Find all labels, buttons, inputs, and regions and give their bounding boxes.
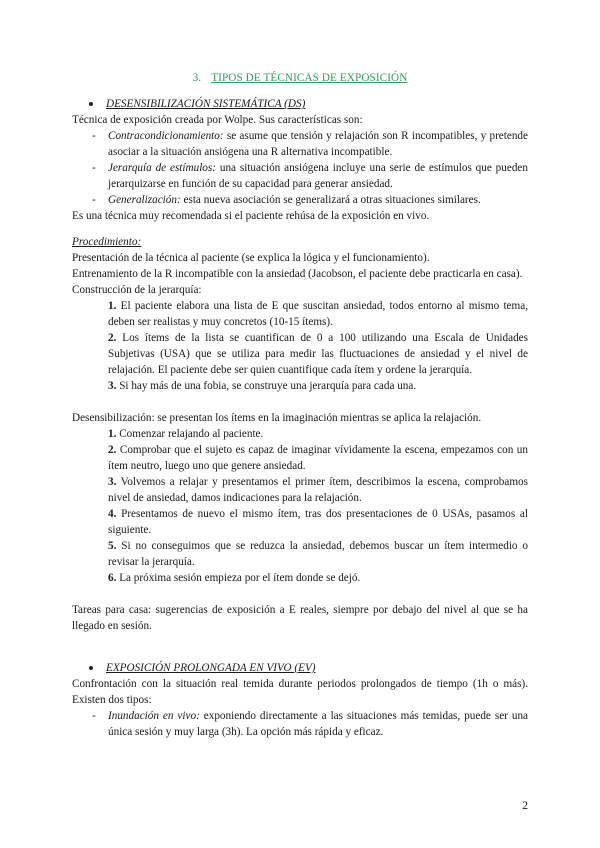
ds-item: - Jerarquía de estímulos: una situación ansiógena incluye una serie de estímulos que pueden jerarquizarse en función de su capacidad para generar ansiedad. bbox=[92, 162, 528, 190]
desens-step: 1. Comenzar relajando al paciente. bbox=[108, 428, 264, 440]
homework-text: Tareas para casa: sugerencias de exposición a E reales, siempre por debajo del nivel al que se ha llegado en sesión. bbox=[72, 604, 528, 632]
procedure-label: Procedimiento: bbox=[72, 236, 142, 248]
item-term: Inundación en vivo: bbox=[108, 710, 200, 722]
procedure-step-2: Entrenamiento de la R incompatible con la ansiedad (Jacobson, el paciente debe practicarla en casa). bbox=[72, 268, 523, 280]
item-term: Generalización: bbox=[108, 194, 181, 206]
bullet-icon bbox=[89, 102, 93, 106]
hierarchy-step: 3. Si hay más de una fobia, se construye una jerarquía para cada una. bbox=[108, 380, 417, 392]
ds-heading-text: DESENSIBILIZACIÓN SISTEMÁTICA (DS) bbox=[106, 98, 306, 110]
desens-step: 6. La próxima sesión empieza por el ítem donde se dejó. bbox=[108, 572, 361, 584]
ds-intro: Técnica de exposición creada por Wolpe. Sus características son: bbox=[72, 114, 363, 126]
item-text: una situación ansiógena incluye una serie de estímulos que pueden jerarquizarse en función de su capacidad para generar ansiedad. bbox=[108, 162, 528, 190]
procedure-step-3: Construcción de la jerarquía: bbox=[72, 284, 202, 296]
ds-item: - Generalización: esta nueva asociación se generalizará a otras situaciones similares. bbox=[92, 194, 481, 206]
ev-heading-text: EXPOSICIÓN PROLONGADA EN VIVO (EV) bbox=[106, 662, 316, 674]
item-term: Jerarquía de estímulos: bbox=[108, 162, 216, 174]
ev-item: - Inundación en vivo: exponiendo directamente a las situaciones más temidas, puede ser una única sesión y muy larga (3h). La opción más rápida y eficaz. bbox=[92, 710, 528, 738]
ev-intro: Confrontación con la situación real temida durante periodos prolongados de tiempo (1h o más). Existen dos tipos: bbox=[72, 678, 528, 706]
procedure-step-1: Presentación de la técnica al paciente (se explica la lógica y el funcionamiento). bbox=[72, 252, 430, 264]
hierarchy-step: 1. El paciente elabora una lista de E que suscitan ansiedad, todos entorno al mismo tema, deben ser realistas y muy concretos (10-15 ítems). bbox=[108, 300, 528, 328]
desens-step: 4. Presentamos de nuevo el mismo ítem, tras dos presentaciones de 0 USAs, pasamos al siguiente. bbox=[108, 508, 528, 536]
section-title bbox=[72, 70, 528, 86]
item-text: esta nueva asociación se generalizará a otras situaciones similares. bbox=[180, 194, 481, 206]
item-text: exponiendo directamente a las situaciones más temidas, puede ser una única sesión y muy larga (3h). La opción más rápida y eficaz. bbox=[108, 710, 528, 738]
ds-item: - Contracondicionamiento: se asume que tensión y relajación son R incompatibles, y pretende asociar a la situación ansiógena una R alternativa incompatible. bbox=[92, 130, 528, 158]
item-text: se asume que tensión y relajación son R incompatibles, y pretende asociar a la situación ansiógena una R alternativa incompatible. bbox=[108, 130, 528, 158]
section-number: 3. bbox=[192, 72, 202, 84]
ds-note: Es una técnica muy recomendada si el paciente rehúsa de la exposición en vivo. bbox=[72, 210, 430, 222]
hierarchy-step: 2. Los ítems de la lista se cuantifican de 0 a 100 utilizando una Escala de Unidades Subjetivas (USA) que se utiliza para medir las fluctuaciones de ansiedad y el nivel de relajación. El paciente debe ser quien cuantifique cada ítem y ordene la jerarquía. bbox=[108, 332, 528, 376]
desens-step: 5. Si no conseguimos que se reduzca la ansiedad, debemos buscar un ítem intermedio o revisar la jerarquía. bbox=[108, 540, 528, 568]
bullet-icon bbox=[89, 666, 93, 670]
item-term: Contracondicionamiento: bbox=[108, 130, 224, 142]
desens-step: 2. Comprobar que el sujeto es capaz de imaginar vívidamente la escena, empezamos con un ítem neutro, luego uno que genere ansiedad. bbox=[108, 444, 528, 472]
desens-step: 3. Volvemos a relajar y presentamos el primer ítem, describimos la escena, comprobamos nivel de ansiedad, damos indicaciones para la relajación. bbox=[108, 476, 528, 504]
document-page bbox=[72, 70, 528, 740]
desensitization-text: Desensibilización: se presentan los ítems en la imaginación mientras se aplica la relajación. bbox=[72, 412, 482, 424]
ds-heading bbox=[72, 96, 528, 112]
page-number: 2 bbox=[522, 800, 528, 812]
ev-heading bbox=[72, 660, 528, 676]
section-title-text: TIPOS DE TÉCNICAS DE EXPOSICIÓN bbox=[211, 72, 408, 84]
